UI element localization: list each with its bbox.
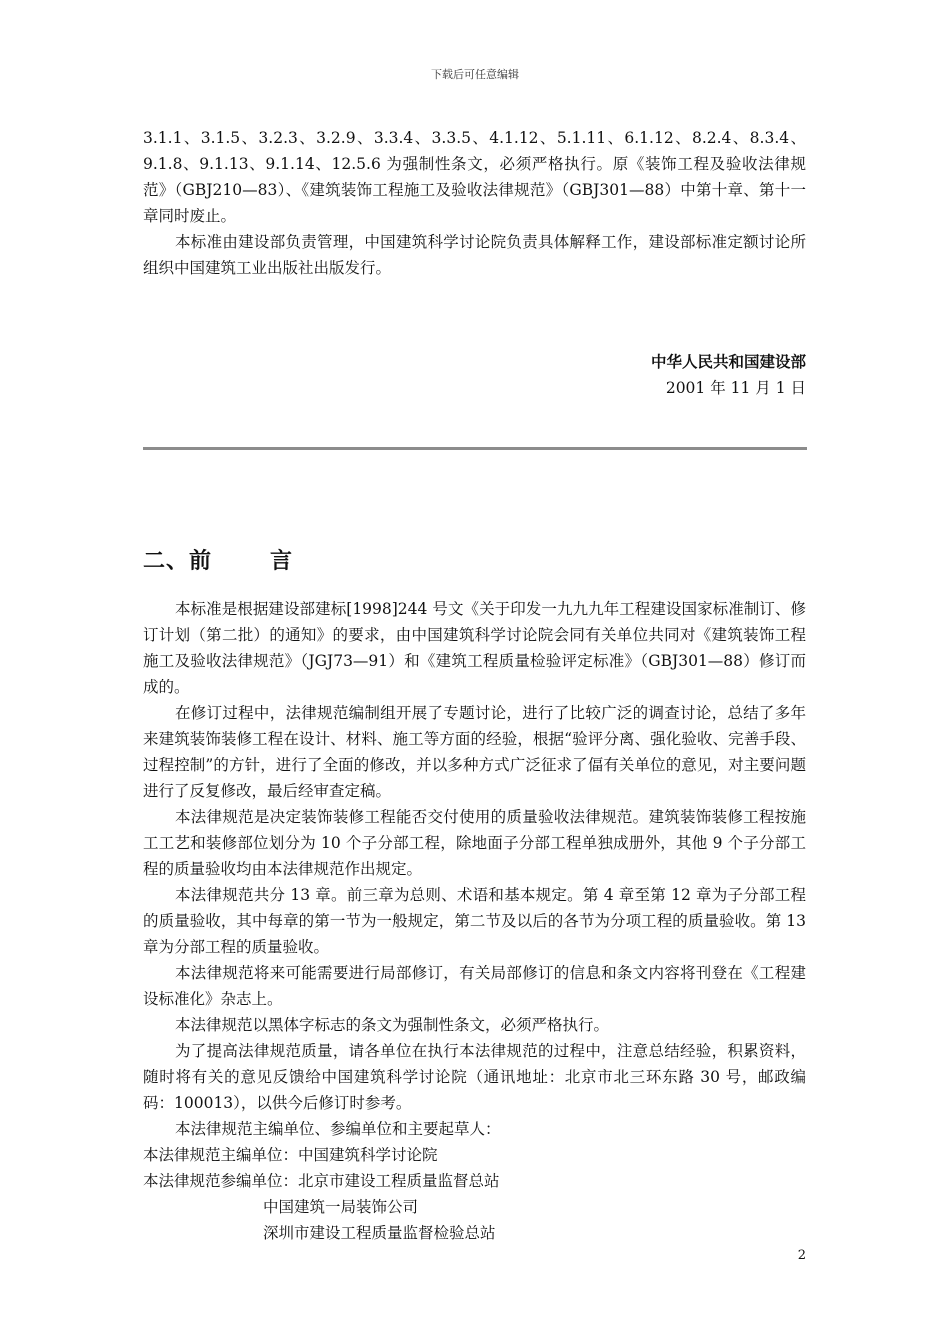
section-title-part2: 言 bbox=[270, 548, 294, 574]
issue-date: 2001 年 11 月 1 日 bbox=[665, 379, 806, 397]
chief-editor-unit: 本法律规范主编单位：中国建筑科学讨论院 bbox=[143, 1146, 438, 1164]
preface-paragraph: 本标准是根据建设部建标[1998]244 号文《关于印发一九九九年工程建设国家标准制订、修订计划（第二批）的通知》的要求，由中国建筑科学讨论院会同有关单位共同对《建筑装饰工程施工及验收法律规范》（JGJ73—91）和《建筑工程质量检验评定标准》（GBJ301—88）修订而成的。 bbox=[143, 600, 806, 696]
participating-unit-extra: 中国建筑一局装饰公司 bbox=[263, 1198, 419, 1216]
section-title bbox=[143, 544, 293, 575]
horizontal-divider bbox=[143, 447, 807, 450]
preface-body bbox=[143, 596, 806, 1246]
preface-paragraph: 本法律规范以黑体字标志的条文为强制性条文，必须严格执行。 bbox=[175, 1016, 610, 1034]
participating-unit-extra: 深圳市建设工程质量监督检验总站 bbox=[263, 1224, 496, 1242]
preface-paragraph: 本法律规范主编单位、参编单位和主要起草人： bbox=[175, 1120, 501, 1138]
management-paragraph: 本标准由建设部负责管理，中国建筑科学讨论院负责具体解释工作，建设部标准定额讨论所组织中国建筑工业出版社出版发行。 bbox=[143, 233, 806, 277]
participating-unit: 本法律规范参编单位：北京市建设工程质量监督总站 bbox=[143, 1172, 500, 1190]
page-number: 2 bbox=[797, 1248, 806, 1263]
preface-paragraph: 为了提高法律规范质量，请各单位在执行本法律规范的过程中，注意总结经验，积累资料，随时将有关的意见反馈给中国建筑科学讨论院（通讯地址：北京市北三环东路 30 号，邮政编码：100013），以供今后修订时参考。 bbox=[143, 1042, 806, 1112]
mandatory-clauses-paragraph: 3.1.1、3.1.5、3.2.3、3.2.9、3.3.4、3.3.5、4.1.12、5.1.11、6.1.12、8.2.4、8.3.4、9.1.8、9.1.13、9.1.14、12.5.6 为强制性条文，必须严格执行。原《装饰工程及验收法律规范》（GBJ210—83）、《建筑装饰工程施工及验收法律规范》（GBJ301—88）中第十章、第十一章同时废止。 bbox=[143, 129, 806, 225]
preface-paragraph: 本法律规范是决定装饰装修工程能否交付使用的质量验收法律规范。建筑装饰装修工程按施工工艺和装修部位划分为 10 个子分部工程，除地面子分部工程单独成册外，其他 9 个子分部工程的质量验收均由本法律规范作出规定。 bbox=[143, 808, 806, 878]
top-text-block bbox=[143, 125, 806, 281]
issuing-organization: 中华人民共和国建设部 bbox=[650, 352, 806, 371]
section-title-part1: 二、前 bbox=[143, 548, 213, 574]
preface-paragraph: 本法律规范将来可能需要进行局部修订，有关局部修订的信息和条文内容将刊登在《工程建设标准化》杂志上。 bbox=[143, 964, 806, 1008]
preface-paragraph: 在修订过程中，法律规范编制组开展了专题讨论，进行了比较广泛的调查讨论，总结了多年来建筑装饰装修工程在设计、材料、施工等方面的经验，根据“验评分离、强化验收、完善手段、过程控制”的方针，进行了全面的修改，并以多种方式广泛征求了偪有关单位的意见，对主要问题进行了反复修改，最后经审查定稿。 bbox=[143, 704, 806, 800]
page-header: 下载后可任意编辑 bbox=[431, 68, 519, 81]
preface-paragraph: 本法律规范共分 13 章。前三章为总则、术语和基本规定。第 4 章至第 12 章为子分部工程的质量验收，其中每章的第一节为一般规定，第二节及以后的各节为分项工程的质量验收。第 13 章为分部工程的质量验收。 bbox=[143, 886, 806, 956]
